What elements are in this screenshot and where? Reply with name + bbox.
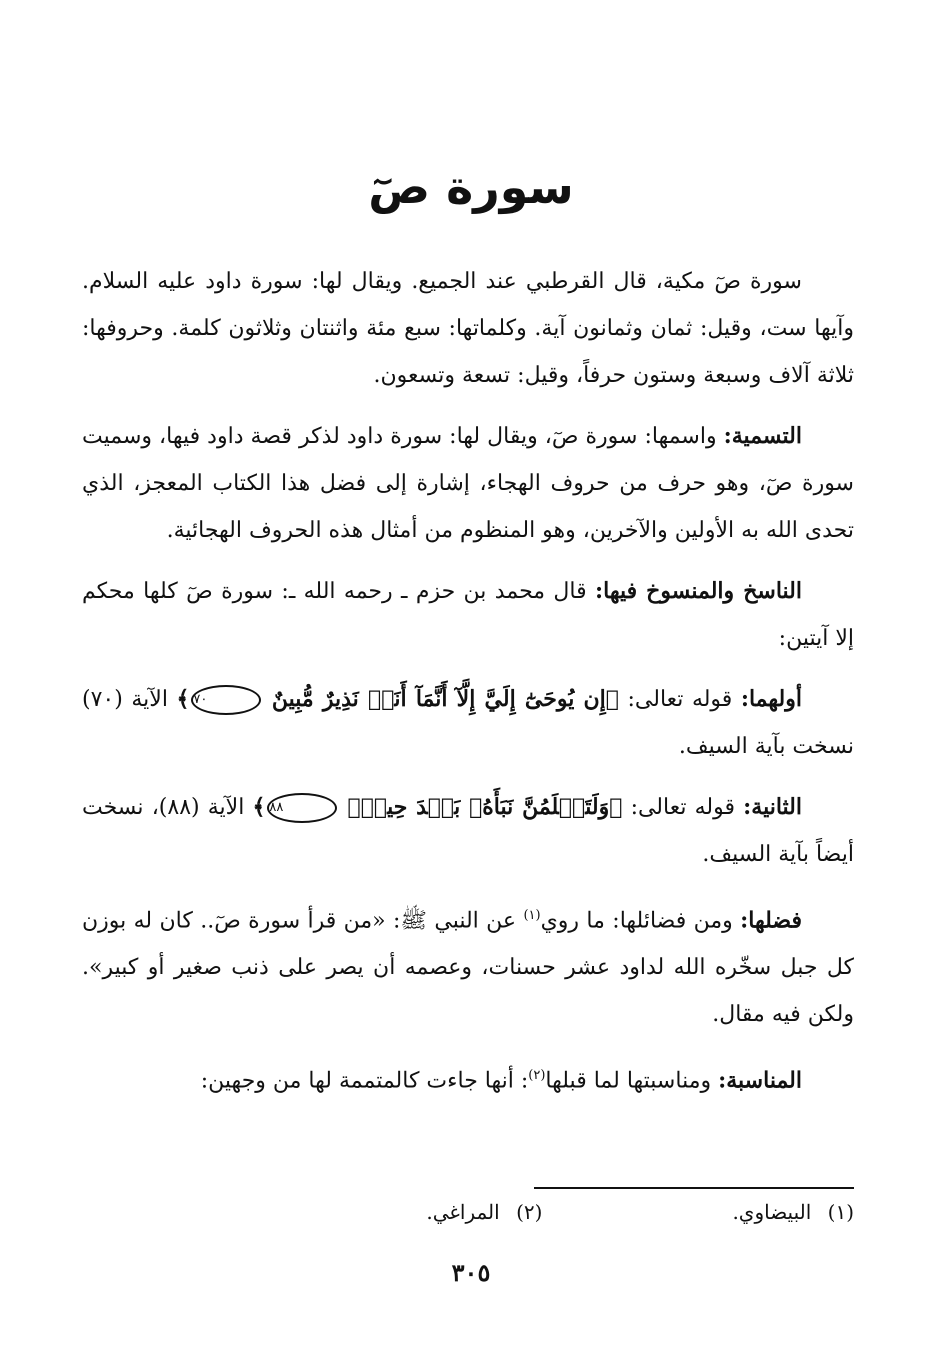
quran-close-bracket: ﴾ xyxy=(252,794,266,820)
quran-close-bracket: ﴾ xyxy=(176,686,190,712)
footnote-ref-2: (٢) xyxy=(528,1068,546,1084)
virtue-label: فضلها: xyxy=(740,907,802,934)
naming-label: التسمية: xyxy=(723,423,802,449)
body-text xyxy=(82,258,854,1119)
first-quran-quote: إِن يُوحَىٰٓ إِلَيَّ إِلَّآ أَنَّمَآ أَنَا۠ نَذِيرٌ مُّبِينٌ xyxy=(271,686,606,712)
second-verse-paragraph xyxy=(82,784,854,878)
footnote-text: المراغي. xyxy=(426,1200,500,1224)
abrogation-text: قال محمد بن حزم ـ رحمه الله ـ: سورة صٓ كلها محكم إلا آيتين: xyxy=(82,579,854,651)
footnote-number: (٢) xyxy=(516,1200,543,1224)
virtue-paragraph xyxy=(82,892,854,1038)
first-label: أولهما: xyxy=(740,686,802,712)
surah-title: سورة صٓ xyxy=(368,160,574,214)
abrogation-paragraph xyxy=(82,568,854,662)
footnote-divider xyxy=(534,1187,854,1189)
second-intro: قوله تعالى: xyxy=(630,795,735,820)
second-after: الآية (٨٨)، نسخت أيضاً بآية السيف. xyxy=(82,795,854,867)
footnote-text: البيضاوي. xyxy=(732,1200,812,1224)
footnote-1 xyxy=(732,1200,854,1224)
second-label: الثانية: xyxy=(743,794,802,820)
footnote-ref-1: (١) xyxy=(523,908,541,923)
ayah-number-mark: ٧٠ xyxy=(191,685,261,715)
footnote-number: (١) xyxy=(827,1200,854,1224)
footnotes xyxy=(82,1200,854,1224)
intro-paragraph: سورة صٓ مكية، قال القرطبي عند الجميع. ويقال لها: سورة داود عليه السلام. وآيها ست، وقيل: ثمان وثمانون آية. وكلماتها: سبع مئة واثنتان وثلاثون كلمة. وحروفها: ثلاثة آلاف وسبعة وستون حرفاً، وقيل: تسعة وتسعون. xyxy=(82,269,854,388)
second-quran-quote: وَلَتَعۡلَمُنَّ نَبَأَهُۥ بَعۡدَ حِينِۭ xyxy=(347,794,610,820)
relation-before: ومناسبتها لما قبلها xyxy=(545,1068,712,1094)
virtue-after: عن النبي ﷺ: «من قرأ سورة صٓ.. كان له بوزن كل جبل سخّره الله لداود عشر حسنات، وعصمه أن يصر على ذنب صغير أو كبير». ولكن فيه مقال. xyxy=(82,908,854,1028)
virtue-before: ومن فضائلها: ما روي xyxy=(540,908,733,934)
abrogation-label: الناسخ والمنسوخ فيها: xyxy=(595,578,802,604)
quran-open-bracket: ﴿ xyxy=(605,686,619,712)
first-after: الآية (٧٠) نسخت بآية السيف. xyxy=(82,687,854,759)
naming-paragraph xyxy=(82,413,854,554)
naming-text: واسمها: سورة صٓ، ويقال لها: سورة داود لذكر قصة داود فيها، وسميت سورة صٓ، وهو حرف من حروف الهجاء، إشارة إلى فضل هذا الكتاب المعجز، الذي تحدى الله به الأولين والآخرين، وهو المنظوم من أمثال هذه الحروف الهجائية. xyxy=(82,424,854,543)
page-number: ٣٠٥ xyxy=(451,1258,491,1287)
ayah-number-mark: ٨٨ xyxy=(267,793,337,823)
first-verse-paragraph xyxy=(82,676,854,770)
relation-label: المناسبة: xyxy=(718,1067,802,1094)
first-intro: قوله تعالى: xyxy=(627,687,733,712)
relation-after: : أنها جاءت كالمتممة لها من وجهين: xyxy=(200,1068,529,1094)
footnote-2 xyxy=(426,1200,542,1224)
quran-open-bracket: ﴿ xyxy=(609,794,623,820)
relation-paragraph xyxy=(82,1052,854,1104)
